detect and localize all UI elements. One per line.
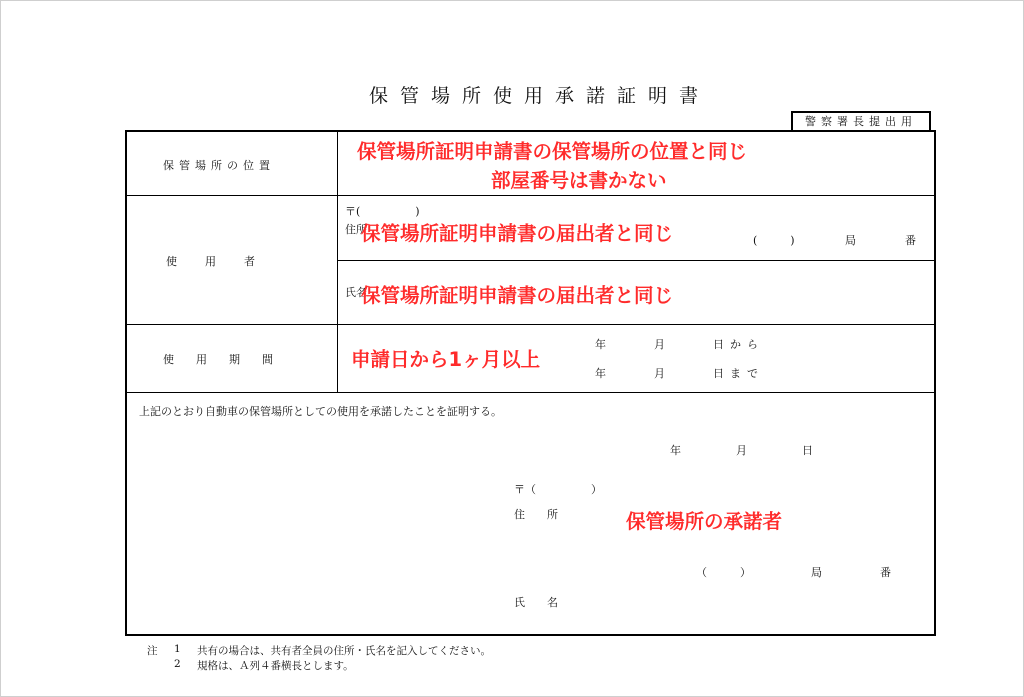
annotation-consenter: 保管場所の承諾者 [626,510,783,533]
user-address-label: 住所 [345,223,367,236]
label-location: 保管場所の位置 [163,159,275,172]
row-divider [337,260,934,261]
note2-text: 規格は、Ａ列４番横長とします。 [197,660,354,672]
period-to-year: 年 [595,367,606,380]
annotation-period: 申請日から1ヶ月以上 [351,348,541,371]
column-divider [337,131,338,393]
user-phone-ban: 番 [905,234,916,247]
annotation-user-address: 保管場所証明申請書の届出者と同じ [361,222,674,245]
row-divider [126,392,934,393]
submission-stamp: 警察署長提出用 [791,111,931,131]
note2-number: 2 [174,658,181,670]
user-name-label: 氏名 [345,286,367,299]
note1-text: 共有の場合は、共有者全員の住所・氏名を記入してください。 [197,645,491,657]
row-divider [126,324,934,325]
note-prefix: 注 [147,645,158,657]
label-period: 使 用 期 間 [163,353,273,366]
row-divider [126,195,934,196]
period-to-day: 日まで [713,367,764,380]
cert-postal: 〒（ ） [514,483,602,496]
user-phone-kyoku: 局 [845,234,856,247]
cert-date-month: 月 [736,444,747,457]
cert-date-year: 年 [670,444,681,457]
label-user: 使 用 者 [166,255,257,268]
annotation-user-name: 保管場所証明申請書の届出者と同じ [361,284,674,307]
annotation-location-line1: 保管場所証明申請書の保管場所の位置と同じ [357,140,748,163]
user-postal: 〒( ) [345,205,420,218]
period-from-month: 月 [654,338,665,351]
period-from-day: 日から [713,338,764,351]
user-phone-paren: ( ) [753,234,795,247]
certification-statement: 上記のとおり自動車の保管場所としての使用を承諾したことを証明する。 [139,405,502,418]
cert-name-label: 氏 名 [514,596,558,609]
cert-phone-ban: 番 [880,566,891,579]
cert-date-day: 日 [802,444,813,457]
cert-phone-kyoku: 局 [811,566,822,579]
cert-address-label: 住 所 [514,508,558,521]
period-to-month: 月 [654,367,665,380]
cert-phone-paren: （ ） [696,566,751,579]
period-from-year: 年 [595,338,606,351]
form-table [125,130,936,636]
annotation-location-line2: 部屋番号は書かない [491,169,667,192]
document-title: 保管場所使用承諾証明書 [369,85,711,107]
note1-number: 1 [174,643,181,655]
